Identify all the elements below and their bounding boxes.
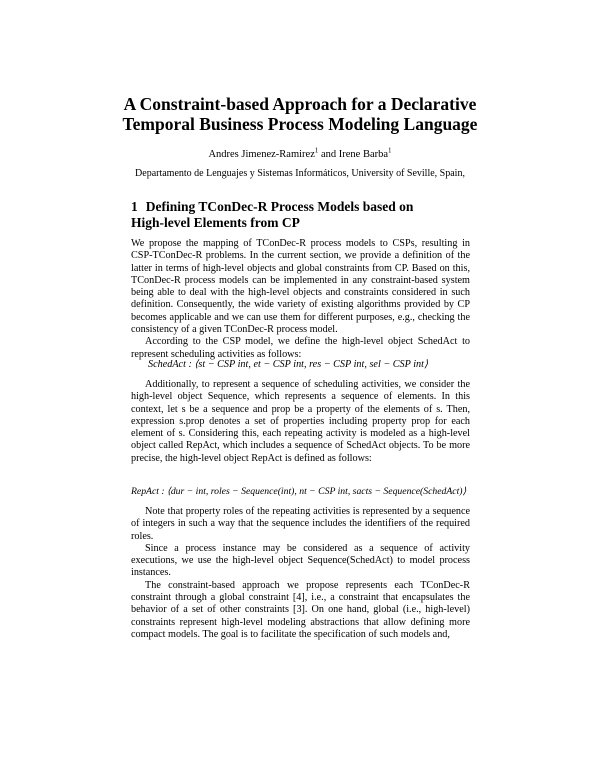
paragraph: We propose the mapping of TConDec-R process models to CSPs, resulting in CSP-TConDec-R problems. In the current section, we provide a definition of the latter in terms of high-level objects and global constraints from CP. Based on this, TConDec-R process models can be implemented in any constraint-based system being able to deal with the high-level objects and constraints considered in such definition. Consequently, the wide variety of existing algorithms provided by CP becomes applicable and we can use them for different purposes, e.g., checking the consistency of a given TConDec-R process model.	[131, 238, 470, 336]
body-text-block-2	[131, 379, 470, 465]
title-line-2: Temporal Business Process Modeling Language	[122, 114, 478, 134]
paragraph: According to the CSP model, we define the high-level object SchedAct to represent scheduling activities as follows:	[131, 336, 470, 360]
paragraph: Note that property roles of the repeating activities is represented by a sequence of integers in such a way that the sequence includes the identifiers of the required roles.	[131, 506, 470, 542]
section-title-line-1: Defining TConDec-R Process Models based on	[145, 199, 414, 214]
section-heading	[131, 199, 431, 231]
paragraph: Additionally, to represent a sequence of scheduling activities, we consider the high-level object Sequence, which represents a sequence of elements. In this context, let s be a sequence and prop be a property of the elements of s. Then, expression s.prop denotes a set of properties including property prop for each element of s. Considering this, each repeating activity is modeled as a high-level object called RepAct, which includes a sequence of SchedAct objects. To be more precise, the high-level object RepAct is defined as follows:	[131, 379, 470, 464]
author-affiliation-mark: 1	[388, 146, 392, 155]
equation-repact: RepAct : ⟨dur − int, roles − Sequence(int), nt − CSP int, sacts − Sequence(SchedAct)⟩	[131, 486, 467, 497]
affiliation: Departamento de Lenguajes y Sistemas Informáticos, University of Seville, Spain,	[135, 168, 465, 179]
title-line-1: A Constraint-based Approach for a Declarative	[123, 94, 477, 114]
section-number: 1	[131, 199, 138, 214]
author-name: Irene Barba	[338, 149, 389, 160]
author-name: Andres Jimenez-Ramirez	[208, 149, 315, 160]
author-list	[100, 148, 500, 161]
paragraph: Since a process instance may be considered as a sequence of activity executions, we use the high-level object Sequence(SchedAct) to model process instances.	[131, 542, 470, 579]
equation-schedact: SchedAct : ⟨st − CSP int, et − CSP int, res − CSP int, sel − CSP int⟩	[148, 359, 428, 370]
author-conjunction: and	[318, 149, 339, 160]
author-affiliation-mark: 1	[314, 146, 319, 155]
paper-title	[100, 94, 500, 134]
body-text-block-1	[131, 238, 470, 361]
paragraph: The constraint-based approach we propose represents each TConDec-R constraint through a global constraint [4], i.e., a constraint that encapsulates the behavior of a set of other constraints [3]. On one hand, global (i.e., high-level) constraints represent high-level modeling abstractions that allow defining more compact models. The goal is to facilitate the specification of such models and,	[131, 579, 470, 640]
body-text-block-3	[131, 506, 470, 641]
section-title-line-2: High-level Elements from CP	[131, 215, 300, 230]
